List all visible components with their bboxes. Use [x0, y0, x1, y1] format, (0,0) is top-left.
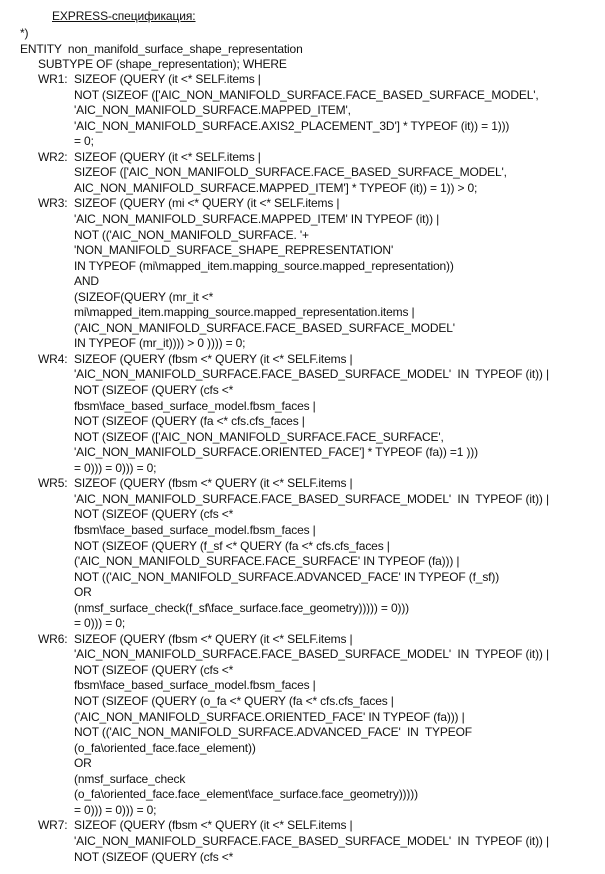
rule-code-line: NOT (SIZEOF (QUERY (cfs <* — [74, 849, 234, 864]
rule-code-line: NOT (SIZEOF (QUERY (fa <* cfs.cfs_faces | — [74, 414, 305, 429]
rule-label: WR4: — [38, 351, 68, 366]
rule-code-line: fbsm\face_based_surface_model.fbsm_faces | — [74, 678, 316, 693]
rule-code-line: AIC_NON_MANIFOLD_SURFACE.MAPPED_ITEM'] * TYPEOF (it)) = 1)) > 0; — [74, 180, 478, 195]
rule-code-line: (nmsf_surface_check — [74, 771, 186, 786]
rule-label: WR3: — [38, 196, 68, 211]
rule-code-line: 'AIC_NON_MANIFOLD_SURFACE.FACE_BASED_SURFACE_MODEL' IN TYPEOF (it)) | — [74, 367, 549, 382]
rule-code-line: (o_fa\oriented_face.face_element\face_surface.face_geometry))))) — [74, 787, 418, 802]
rule-code-line: 'AIC_NON_MANIFOLD_SURFACE.FACE_BASED_SURFACE_MODEL' IN TYPEOF (it)) | — [74, 647, 549, 662]
rule-code-line: 'NON_MANIFOLD_SURFACE_SHAPE_REPRESENTATION' — [74, 243, 394, 258]
rule-code-line: NOT (('AIC_NON_MANIFOLD_SURFACE.ADVANCED_FACE' IN TYPEOF — [74, 725, 472, 740]
rule-code-line: (SIZEOF(QUERY (mr_it <* — [74, 289, 214, 304]
rule-code-line: (nmsf_surface_check(f_sf\face_surface.face_geometry))))) = 0))) — [74, 600, 410, 615]
comment-close-marker: *) — [20, 26, 29, 40]
rule-code-line: SIZEOF (QUERY (it <* SELF.items | — [74, 72, 261, 86]
rule-label: WR2: — [38, 149, 68, 164]
rule-code-line: SIZEOF (QUERY (fbsm <* QUERY (it <* SELF.items | — [74, 631, 353, 646]
express-spec-heading: EXPRESS-спецификация: — [52, 9, 196, 23]
rule-code-line: = 0))) = 0))) = 0; — [74, 460, 157, 475]
rule-code-line: fbsm\face_based_surface_model.fbsm_faces | — [74, 398, 316, 413]
rule-label: WR5: — [38, 476, 68, 491]
rule-code-line: SIZEOF (QUERY (fbsm <* QUERY (it <* SELF.items | — [74, 476, 353, 491]
rule-label: WR7: — [38, 818, 68, 833]
rule-code-line: NOT (('AIC_NON_MANIFOLD_SURFACE.ADVANCED_FACE' IN TYPEOF (f_sf)) — [74, 569, 500, 584]
rule-code-line: NOT (SIZEOF (QUERY (cfs <* — [74, 507, 234, 522]
rule-code-line: NOT (SIZEOF (QUERY (f_sf <* QUERY (fa <* cfs.cfs_faces | — [74, 538, 390, 553]
rule-code-line: = 0; — [74, 134, 94, 149]
rule-code-line: NOT (SIZEOF (['AIC_NON_MANIFOLD_SURFACE.FACE_BASED_SURFACE_MODEL', — [74, 87, 539, 102]
rule-code-line: NOT (SIZEOF (QUERY (cfs <* — [74, 383, 234, 397]
rule-code-line: NOT (SIZEOF (QUERY (o_fa <* QUERY (fa <* cfs.cfs_faces | — [74, 694, 394, 708]
rule-code-line: mi\mapped_item.mapping_source.mapped_representation.items | — [74, 305, 415, 320]
rule-label: WR6: — [38, 631, 68, 646]
rule-code-line: = 0))) = 0; — [74, 616, 126, 631]
rule-code-line: SIZEOF (['AIC_NON_MANIFOLD_SURFACE.FACE_BASED_SURFACE_MODEL', — [74, 165, 507, 180]
rule-code-line: ('AIC_NON_MANIFOLD_SURFACE.FACE_SURFACE' IN TYPEOF (fa))) | — [74, 554, 460, 569]
rule-code-line: SIZEOF (QUERY (fbsm <* QUERY (it <* SELF.items | — [74, 818, 353, 833]
rule-code-line: AND — [74, 274, 99, 289]
rule-code-line: NOT (SIZEOF (QUERY (cfs <* — [74, 662, 234, 677]
rule-code-line: SIZEOF (QUERY (mi <* QUERY (it <* SELF.items | — [74, 196, 340, 211]
entity-declaration: ENTITY non_manifold_surface_shape_representation — [20, 42, 303, 56]
rule-code-line: 'AIC_NON_MANIFOLD_SURFACE.FACE_BASED_SURFACE_MODEL' IN TYPEOF (it)) | — [74, 833, 549, 848]
rule-label: WR1: — [38, 72, 68, 86]
rule-code-line: SIZEOF (QUERY (it <* SELF.items | — [74, 149, 261, 164]
rule-code-line: SIZEOF (QUERY (fbsm <* QUERY (it <* SELF.items | — [74, 351, 353, 366]
rule-code-line: 'AIC_NON_MANIFOLD_SURFACE.FACE_BASED_SURFACE_MODEL' IN TYPEOF (it)) | — [74, 491, 549, 506]
rule-code-line: NOT (('AIC_NON_MANIFOLD_SURFACE. '+ — [74, 227, 309, 242]
rule-code-line: ('AIC_NON_MANIFOLD_SURFACE.ORIENTED_FACE' IN TYPEOF (fa))) | — [74, 709, 465, 724]
rule-code-line: = 0))) = 0))) = 0; — [74, 802, 157, 817]
rule-code-line: 'AIC_NON_MANIFOLD_SURFACE.ORIENTED_FACE'] * TYPEOF (fa)) =1 ))) — [74, 445, 478, 460]
rule-code-line: NOT (SIZEOF (['AIC_NON_MANIFOLD_SURFACE.FACE_SURFACE', — [74, 429, 444, 444]
rule-code-line: 'AIC_NON_MANIFOLD_SURFACE.MAPPED_ITEM', — [74, 103, 351, 118]
rule-code-line: 'AIC_NON_MANIFOLD_SURFACE.AXIS2_PLACEMENT_3D'] * TYPEOF (it)) = 1))) — [74, 118, 510, 133]
rule-code-line: OR — [74, 585, 92, 600]
rule-code-line: IN TYPEOF (mi\mapped_item.mapping_source.mapped_representation)) — [74, 258, 454, 273]
rule-code-line: ('AIC_NON_MANIFOLD_SURFACE.FACE_BASED_SURFACE_MODEL' — [74, 320, 455, 335]
rule-code-line: (o_fa\oriented_face.face_element)) — [74, 740, 256, 755]
rule-code-line: 'AIC_NON_MANIFOLD_SURFACE.MAPPED_ITEM' IN TYPEOF (it)) | — [74, 211, 440, 226]
rule-code-line: fbsm\face_based_surface_model.fbsm_faces | — [74, 522, 316, 537]
subtype-declaration: SUBTYPE OF (shape_representation); WHERE — [38, 57, 287, 71]
rule-code-line: IN TYPEOF (mr_it)))) > 0 )))) = 0; — [74, 336, 246, 351]
rule-code-line: OR — [74, 756, 92, 771]
